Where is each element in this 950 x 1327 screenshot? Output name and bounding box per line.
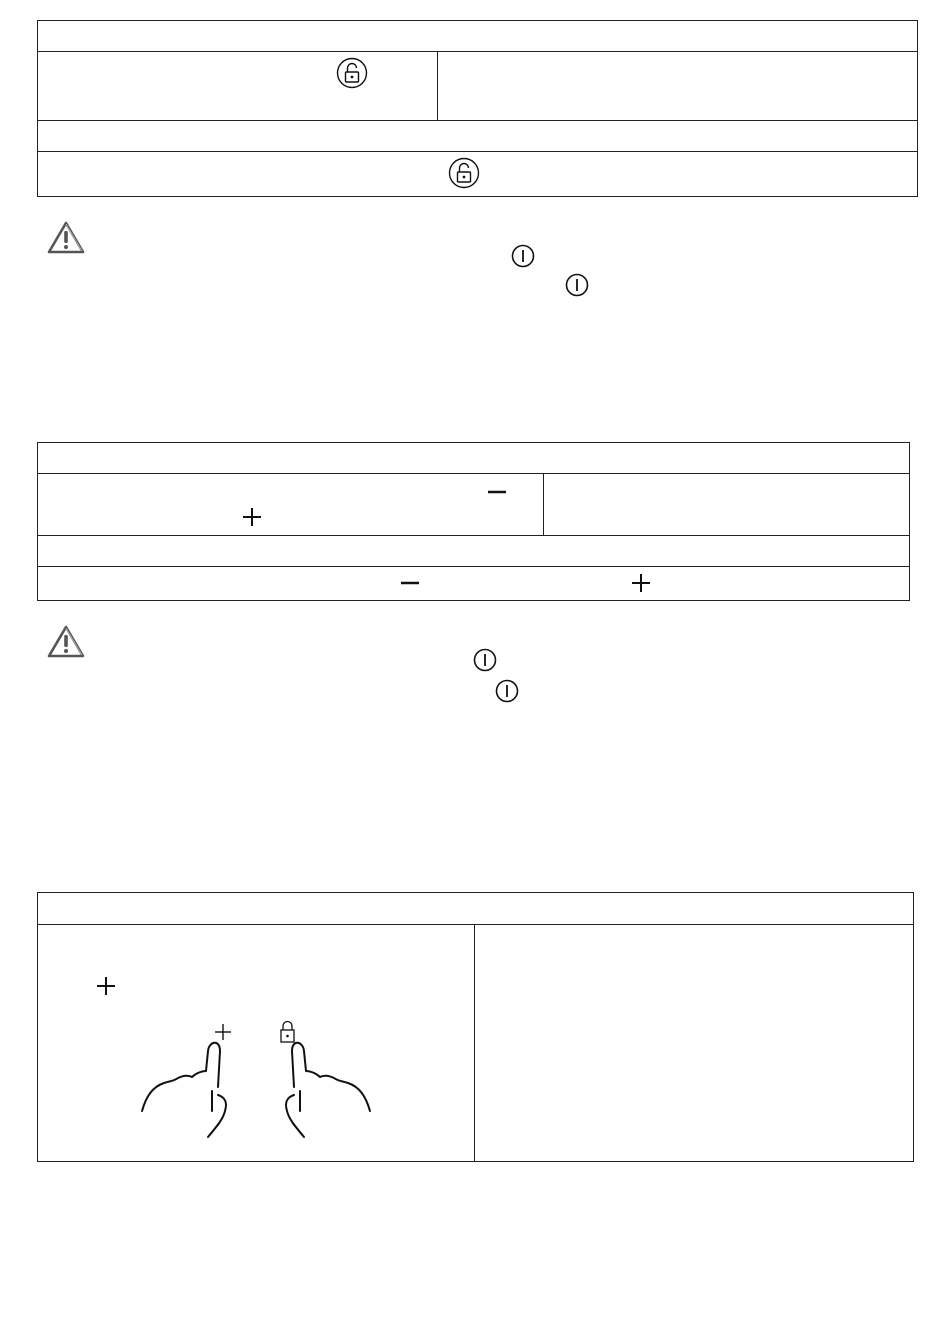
child-lock-table-divider bbox=[37, 924, 914, 925]
power-level-table-divider bbox=[37, 473, 910, 474]
power-level-table-row1-right bbox=[552, 480, 897, 528]
lock-table-row2-content bbox=[45, 158, 425, 188]
lock-icon bbox=[281, 1022, 294, 1043]
plus-icon bbox=[630, 572, 652, 594]
power-icon bbox=[495, 679, 519, 703]
hands-pressing-plus-and-lock-illustration bbox=[130, 1015, 390, 1145]
lock-table-divider bbox=[37, 51, 918, 52]
child-lock-table-header bbox=[45, 898, 895, 918]
power-level-table-header bbox=[45, 448, 895, 468]
power-level-table-column-divider bbox=[543, 473, 544, 535]
minus-icon bbox=[399, 575, 421, 591]
plus-icon bbox=[215, 1024, 231, 1040]
power-level-table-divider bbox=[37, 566, 910, 567]
lock-warning-text bbox=[100, 222, 900, 302]
lock-icon bbox=[336, 57, 368, 89]
child-lock-table-column-divider bbox=[474, 924, 475, 1162]
child-lock-table-right bbox=[484, 932, 899, 1152]
power-icon bbox=[473, 648, 497, 672]
lock-table-column-divider bbox=[437, 51, 438, 120]
lock-table-row1-left bbox=[45, 58, 325, 108]
child-lock-table-left bbox=[45, 932, 465, 1012]
power-icon bbox=[565, 273, 589, 297]
lock-table-header bbox=[45, 26, 905, 46]
lock-icon bbox=[448, 157, 480, 189]
power-level-table-row2-content bbox=[45, 572, 385, 594]
lock-table-row2-header bbox=[45, 127, 905, 147]
minus-icon bbox=[486, 484, 508, 500]
power-level-table-row2-header bbox=[45, 541, 895, 561]
power-level-table-divider bbox=[37, 535, 910, 536]
lock-table-row1-right bbox=[446, 58, 906, 108]
power-icon bbox=[511, 244, 535, 268]
lock-table-divider bbox=[37, 151, 918, 152]
plus-icon bbox=[241, 506, 263, 528]
warning-triangle-icon bbox=[47, 625, 85, 659]
warning-triangle-icon bbox=[47, 221, 85, 255]
plus-icon bbox=[95, 975, 117, 997]
lock-table-divider bbox=[37, 120, 918, 121]
